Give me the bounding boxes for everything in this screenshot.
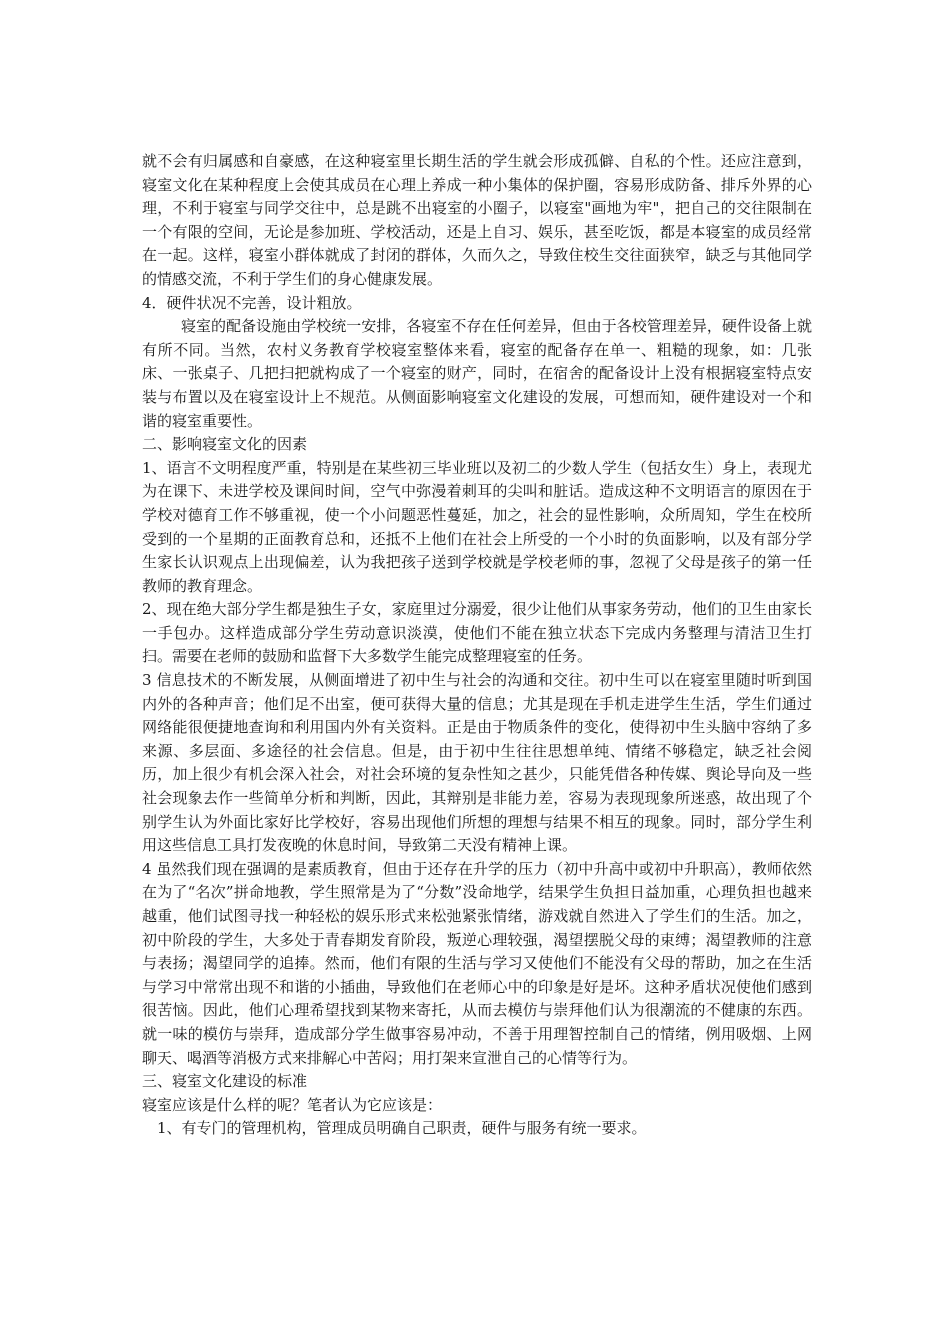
paragraph-standards-question: 寝室应该是什么样的呢？笔者认为它应该是： xyxy=(142,1095,443,1114)
document-page xyxy=(142,150,812,1141)
heading-hardware-condition: 4．硬件状况不完善，设计粗放。 xyxy=(142,293,362,312)
paragraph-hardware-details: 寝室的配备设施由学校统一安排，各寝室不存在任何差异，但由于各校管理差异，硬件设备上就有所不同。当然，农村义务教育学校寝室整体来看，寝室的配备存在单一、粗糙的现象，如：几张床、一张桌子、几把扫把就构成了一个寝室的财产，同时，在宿舍的配备设计上没有根据寝室特点安装与布置以及在寝室设计上不规范。从侧面影响寝室文化建设的发展，可想而知，硬件建设对一个和谐的寝室重要性。 xyxy=(142,317,812,430)
section-heading-standards: 三、寝室文化建设的标准 xyxy=(142,1072,308,1091)
paragraph-factor-pressure: 4 虽然我们现在强调的是素质教育，但由于还存在升学的压力（初中升高中或初中升职高），教师依然在为了“名次”拼命地教，学生照常是为了“分数”没命地学，结果学生负担日益加重，心理负担也越来越重，他们试图寻找一种轻松的娱乐形式来松弛紧张情绪，游戏就自然进入了学生们的生活。加之，初中阶段的学生，大多处于青春期发育阶段，叛逆心理较强，渴望摆脱父母的束缚；渴望教师的注意与表扬；渴望同学的追捧。然而，他们有限的生活与学习又使他们不能没有父母的帮助，加之在生活与学习中常常出现不和谐的小插曲，导致他们在老师心中的印象是好是坏。这种矛盾状况使他们感到很苦恼。因此，他们心理希望找到某物来寄托，从而去模仿与崇拜他们认为很潮流的不健康的东西。就一味的模仿与崇拜，造成部分学生做事容易冲动，不善于用理智控制自己的情绪，例用吸烟、上网聊天、喝酒等消极方式来排解心中苦闷；用打架来宣泄自己的心情等行为。 xyxy=(142,859,812,1067)
paragraph-factor-language: 1、语言不文明程度严重，特别是在某些初三毕业班以及初二的少数人学生（包括女生）身上，表现尤为在课下、未进学校及课间时间，空气中弥漫着刺耳的尖叫和脏话。造成这种不文明语言的原因在于学校对德育工作不够重视，使一个小问题恶性蔓延，加之，社会的显性影响，众所周知，学生在校所受到的一个星期的正面教育总和，还抵不上他们在社会上所受的一个小时的负面影响，以及有部分学生家长认识观点上出现偏差，认为我把孩子送到学校就是学校老师的事，忽视了父母是孩子的第一任教师的教育理念。 xyxy=(142,458,812,595)
paragraph-factor-information: 3 信息技术的不断发展，从侧面增进了初中生与社会的沟通和交往。初中生可以在寝室里随时听到国内外的各种声音；他们足不出室，便可获得大量的信息；尤其是现在手机走进学生生活，学生们通过网络能很便捷地查询和利用国内外有关资料。正是由于物质条件的变化，使得初中生头脑中容纳了多来源、多层面、多途径的社会信息。但是，由于初中生往往思想单纯、情绪不够稳定，缺乏社会阅历，加上很少有机会深入社会，对社会环境的复杂性知之甚少，只能凭借各种传媒、舆论导向及一些社会现象去作一些简单分析和判断，因此，其辩别是非能力差，容易为表现现象所迷惑，故出现了个别学生认为外面比家好比学校好，容易出现他们所想的理想与结果不相互的现象。同时，部分学生利用这些信息工具打发夜晚的休息时间，导致第二天没有精神上课。 xyxy=(142,671,812,855)
section-heading-factors: 二、影响寝室文化的因素 xyxy=(142,435,308,454)
paragraph-standard-1: 1、有专门的管理机构，管理成员明确自己职责，硬件与服务有统一要求。 xyxy=(157,1119,647,1138)
paragraph-factor-only-child: 2、现在绝大部分学生都是独生子女，家庭里过分溺爱，很少让他们从事家务劳动，他们的卫生由家长一手包办。这样造成部分学生劳动意识淡漠，使他们不能在独立状态下完成内务整理与清洁卫生打扫。需要在老师的鼓励和监督下大多数学生能完成整理寝室的任务。 xyxy=(142,600,812,666)
paragraph-isolation-effects: 就不会有归属感和自豪感，在这种寝室里长期生活的学生就会形成孤僻、自私的个性。还应注意到，寝室文化在某种程度上会使其成员在心理上养成一种小集体的保护圈，容易形成防备、排斥外界的心理，不利于寝室与同学交往中，总是跳不出寝室的小圈子，以寝室"画地为牢"，把自己的交往限制在一个有限的空间，无论是参加班、学校活动，还是上自习、娱乐，甚至吃饭，都是本寝室的成员经常在一起。这样，寝室小群体就成了封闭的群体，久而久之，导致住校生交往面狭窄，缺乏与其他同学的情感交流，不利于学生们的身心健康发展。 xyxy=(142,152,812,288)
